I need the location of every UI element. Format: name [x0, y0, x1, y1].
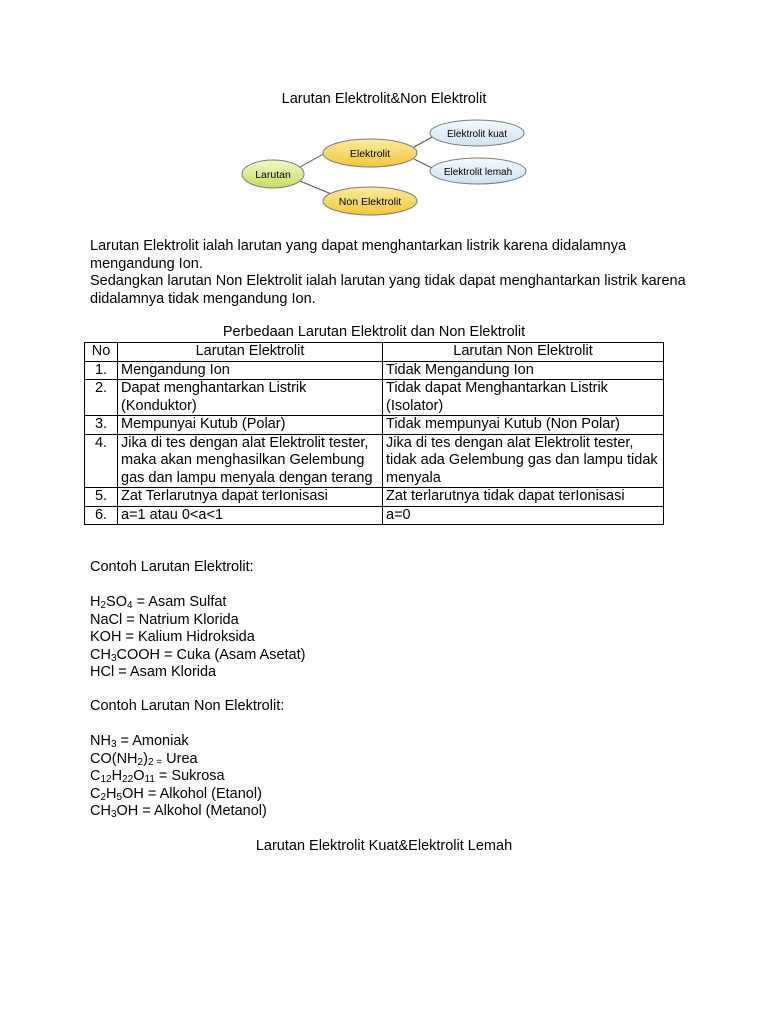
table-title: Perbedaan Larutan Elektrolit dan Non Elektrolit	[222, 324, 526, 340]
cell-non-elektrolit: Tidak mempunyai Kutub (Non Polar)	[383, 416, 664, 435]
table-row	[85, 361, 664, 380]
node-non-elektrolit	[323, 187, 417, 215]
cell-elektrolit: Jika di tes dengan alat Elektrolit tester, maka akan menghasilkan Gelembung gas dan lampu menyala dengan terang	[118, 434, 383, 488]
cell-elektrolit: Dapat menghantarkan Listrik (Konduktor)	[118, 380, 383, 416]
cell-no: 3.	[85, 416, 118, 435]
svg-text:Elektrolit kuat: Elektrolit kuat	[446, 129, 508, 140]
cell-no: 1.	[85, 361, 118, 380]
intro-paragraph-non-elektrolit: Sedangkan larutan Non Elektrolit ialah larutan yang tidak dapat menghantarkan listrik karena didalamnya tidak mengandung Ion.	[90, 273, 686, 307]
table-row	[85, 380, 664, 416]
svg-text:Non Elektrolit: Non Elektrolit	[338, 196, 402, 208]
node-larutan	[242, 160, 304, 188]
node-elektrolit-kuat	[430, 120, 524, 146]
header-no: No	[85, 343, 118, 362]
cell-elektrolit: Mempunyai Kutub (Polar)	[118, 416, 383, 435]
list-contoh-elektrolit	[90, 594, 305, 682]
heading-contoh-non-elektrolit: Contoh Larutan Non Elektrolit:	[90, 698, 285, 714]
cell-elektrolit: Zat Terlarutnya dapat terIonisasi	[118, 488, 383, 507]
header-elektrolit: Larutan Elektrolit	[118, 343, 383, 362]
list-item: $H_2SO_4$ = Asam Sulfat	[90, 594, 227, 611]
cell-elektrolit: a=1 atau 0<a<1	[118, 506, 383, 525]
cell-non-elektrolit: a=0	[383, 506, 664, 525]
cell-no: 2.	[85, 380, 118, 416]
cell-non-elektrolit: Zat terlarutnya tidak dapat terIonisasi	[383, 488, 664, 507]
list-item: $NH_3$ = Amoniak	[90, 733, 189, 750]
svg-text:Elektrolit lemah: Elektrolit lemah	[443, 167, 513, 178]
cell-non-elektrolit: Tidak Mengandung Ion	[383, 361, 664, 380]
cell-no: 5.	[85, 488, 118, 507]
list-contoh-non-elektrolit	[90, 733, 267, 821]
heading-contoh-elektrolit: Contoh Larutan Elektrolit:	[90, 559, 254, 575]
table-row	[85, 506, 664, 525]
list-item: $CH_3COOH$ = Cuka (Asam Asetat)	[90, 646, 306, 664]
table-row	[85, 434, 664, 488]
list-item: NaCl = Natrium Klorida	[90, 611, 239, 628]
cell-non-elektrolit: Tidak dapat Menghantarkan Listrik (Isolator)	[383, 380, 664, 416]
node-elektrolit	[323, 139, 417, 167]
page-title: Larutan Elektrolit&Non Elektrolit	[281, 91, 487, 107]
list-item: $CH_3OH$ = Alkohol (Metanol)	[90, 803, 267, 820]
classification-diagram	[236, 116, 532, 220]
list-item: KOH = Kalium Hidroksida	[90, 629, 255, 645]
cell-no: 4.	[85, 434, 118, 488]
intro-text	[90, 238, 690, 308]
table-row	[85, 416, 664, 435]
list-item: $C_2H_5OH$ = Alkohol (Etanol)	[90, 785, 262, 803]
intro-paragraph-elektrolit: Larutan Elektrolit ialah larutan yang dapat menghantarkan listrik karena didalamnya mengandung Ion.	[90, 238, 627, 272]
table-header-row	[85, 343, 664, 362]
section-title-kuat-lemah: Larutan Elektrolit Kuat&Elektrolit Lemah	[255, 838, 513, 854]
cell-elektrolit: Mengandung Ion	[118, 361, 383, 380]
node-elektrolit-lemah	[430, 158, 526, 184]
cell-no: 6.	[85, 506, 118, 525]
svg-text:Larutan: Larutan	[255, 169, 291, 181]
svg-text:Elektrolit: Elektrolit	[349, 148, 391, 160]
cell-non-elektrolit: Jika di tes dengan alat Elektrolit tester, tidak ada Gelembung gas dan lampu tidak menyala	[383, 434, 664, 488]
list-item: HCl = Asam Klorida	[90, 664, 217, 680]
comparison-table	[84, 342, 664, 525]
table-row	[85, 488, 664, 507]
list-item: $CO(NH_2)_{2 =}$ Urea	[90, 750, 198, 768]
header-non-elektrolit: Larutan Non Elektrolit	[383, 343, 664, 362]
list-item: $C_{12}H_{22}O_{11}$ = Sukrosa	[90, 768, 225, 785]
